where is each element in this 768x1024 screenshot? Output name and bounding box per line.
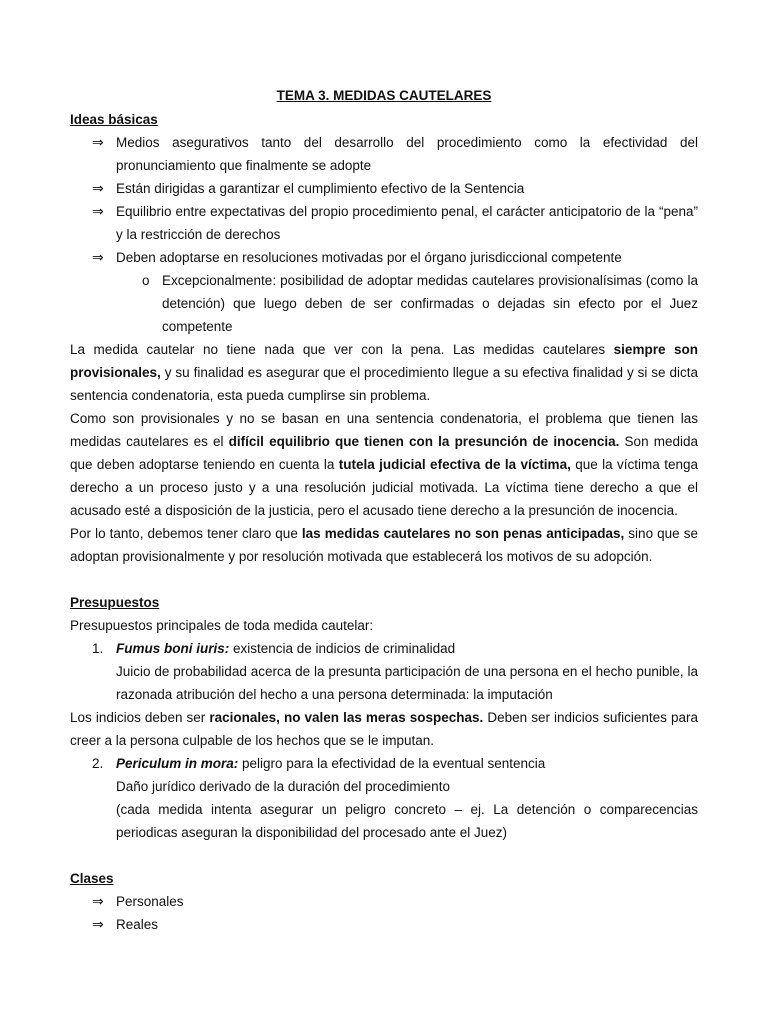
bold-text: difícil equilibrio que tienen con la presunción de inocencia. — [228, 434, 620, 449]
arrow-icon: ⇒ — [92, 893, 104, 909]
list-item — [70, 890, 698, 913]
text-run: sino que se adoptan provisionalmente y por resolución motivada que establecerá los motivos de su adopción. — [70, 526, 699, 564]
item-number: 2. — [92, 756, 104, 771]
list-item-text: Personales — [116, 894, 184, 909]
bold-text: siempre son provisionales, — [70, 342, 698, 380]
bold-text: las medidas cautelares no son penas anticipadas, — [301, 526, 625, 541]
section-heading-presupuestos: Presupuestos — [70, 595, 160, 610]
list-item — [70, 913, 698, 936]
text-run: La medida cautelar no tiene nada que ver con la pena. Las medidas cautelares — [70, 342, 614, 357]
item-text: peligro para la efectividad de la eventual sentencia — [238, 756, 546, 771]
bold-text: racionales, no valen las meras sospechas. — [209, 710, 484, 725]
list-item — [70, 200, 698, 246]
item-term: Fumus boni iuris: — [116, 641, 230, 656]
circle-bullet-icon: o — [142, 273, 150, 288]
arrow-icon: ⇒ — [92, 916, 104, 932]
sub-list-item — [70, 269, 698, 338]
text-run: Como son provisionales y no se basan en una sentencia condenatoria, el problema que tienen las medidas cautelares es el — [70, 411, 698, 449]
item-text: existencia de indicios de criminalidad — [229, 641, 456, 656]
arrow-icon: ⇒ — [92, 203, 104, 219]
text-run: que la víctima tenga derecho a un proceso justo y a una resolución judicial motivada. La víctima tiene derecho a que el acusado esté a disposición de la justicia, pero el acusado tiene derecho a la presunción de inocencia. — [70, 457, 698, 518]
bold-text: tutela judicial efectiva de la víctima, — [338, 457, 571, 472]
paragraph-3 — [70, 522, 698, 568]
list-item-text: Reales — [116, 917, 159, 932]
item-detail: (cada medida intenta asegurar un peligro concreto – ej. La detención o comparecencias periodicas aseguran la disponibilidad del procesado ante el Juez) — [116, 802, 698, 840]
text-run: Por lo tanto, debemos tener claro que — [70, 526, 302, 541]
numbered-item-2 — [70, 752, 698, 775]
list-item — [70, 177, 698, 200]
paragraph-1 — [70, 338, 698, 407]
list-item — [70, 246, 698, 269]
document-title: TEMA 3. MEDIDAS CAUTELARES — [276, 88, 492, 103]
item-term: Periculum in mora: — [116, 756, 239, 771]
text-run: Deben ser indicios suficientes para creer a la persona culpable de los hechos que se le imputan. — [70, 710, 698, 748]
arrow-icon: ⇒ — [92, 249, 104, 265]
list-item-text: Deben adoptarse en resoluciones motivadas por el órgano jurisdiccional competente — [116, 250, 622, 265]
section-heading-clases: Clases — [70, 871, 114, 886]
item-detail: Juicio de probabilidad acerca de la presunta participación de una persona en el hecho punible, la razonada atribución del hecho a una persona determinada: la imputación — [116, 664, 698, 702]
paragraph-2 — [70, 407, 698, 522]
list-item-text: Están dirigidas a garantizar el cumplimiento efectivo de la Sentencia — [116, 181, 525, 196]
presupuestos-intro: Presupuestos principales de toda medida cautelar: — [70, 618, 374, 633]
list-item-text: Equilibrio entre expectativas del propio procedimiento penal, el carácter anticipatorio de la “pena” y la restricción de derechos — [116, 204, 698, 242]
arrow-icon: ⇒ — [92, 134, 104, 150]
numbered-item-1 — [70, 637, 698, 660]
spacer — [70, 568, 698, 591]
list-item-text: Medios asegurativos tanto del desarrollo del procedimiento como la efectividad del pronunciamiento que finalmente se adopte — [116, 135, 698, 173]
text-run: y su finalidad es asegurar que el procedimiento llegue a su efectiva finalidad y si se dicta sentencia condenatoria, esta pueda cumplirse sin problema. — [70, 365, 698, 403]
arrow-icon: ⇒ — [92, 180, 104, 196]
list-item — [70, 131, 698, 177]
text-run: Los indicios deben ser — [70, 710, 210, 725]
section-heading-ideas: Ideas básicas — [70, 112, 158, 127]
item-detail: Daño jurídico derivado de la duración del procedimiento — [116, 779, 450, 794]
spacer — [70, 844, 698, 867]
text-run: Son medida que deben adoptarse teniendo en cuenta la — [70, 434, 698, 472]
sub-list-item-text: Excepcionalmente: posibilidad de adoptar medidas cautelares provisionalísimas (como la detención) que luego deben de ser confirmadas o dejadas sin efecto por el Juez competente — [162, 273, 698, 334]
document-page — [70, 84, 698, 936]
item-number: 1. — [92, 641, 104, 656]
presupuestos-note — [70, 706, 698, 752]
